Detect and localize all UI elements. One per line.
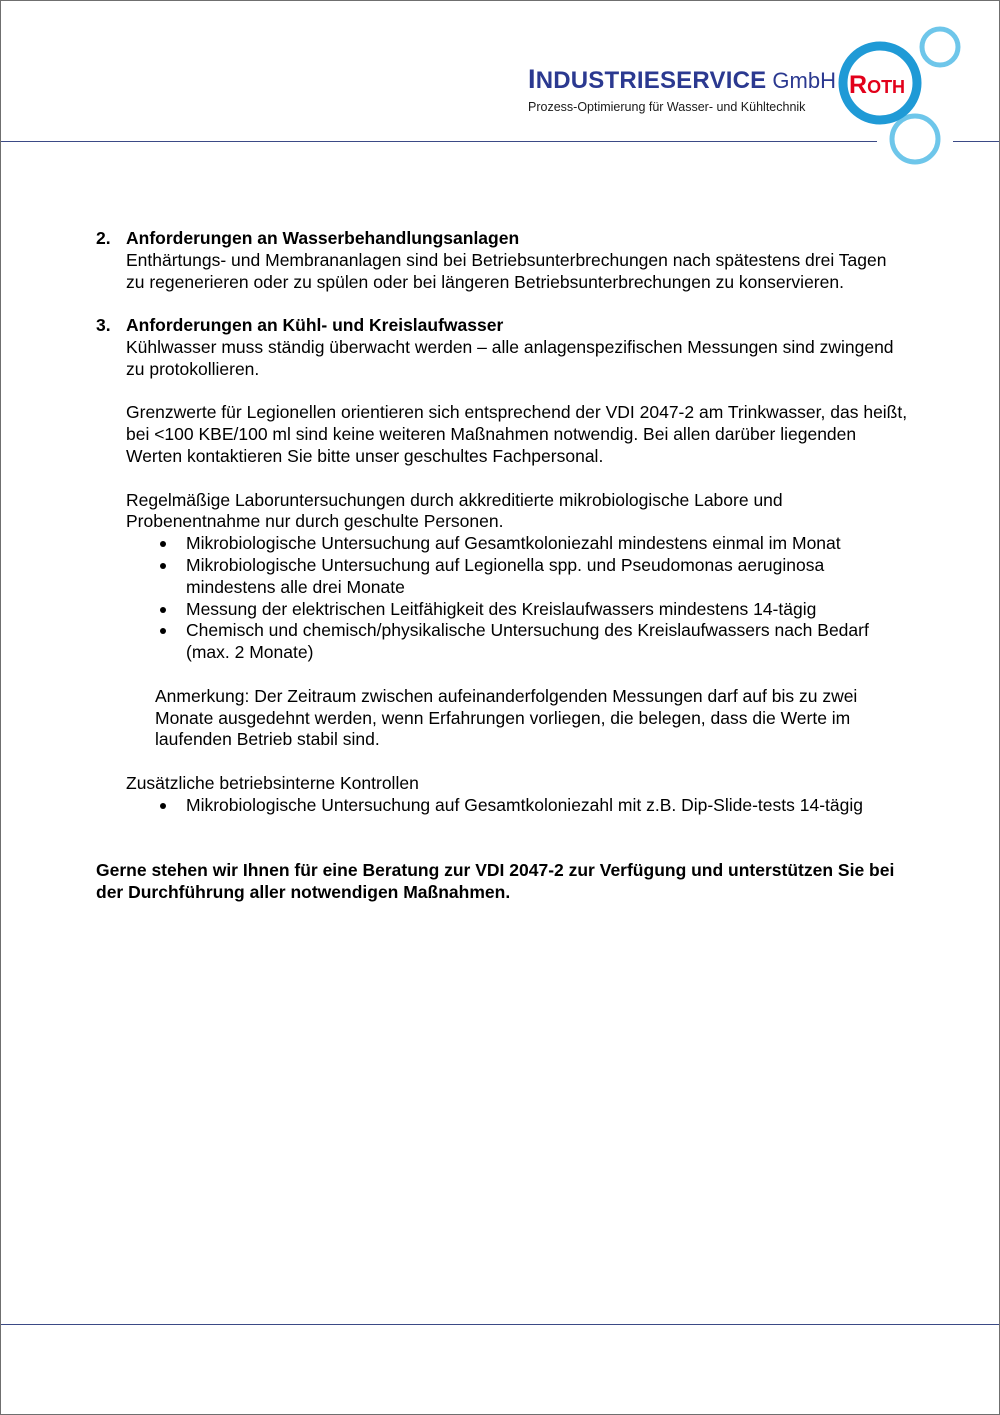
text-line: laufenden Betrieb stabil sind.: [155, 729, 380, 750]
closing-statement: [96, 860, 966, 904]
section-2-text: [126, 250, 966, 294]
list-item: Chemisch und chemisch/physikalische Untersuchung des Kreislaufwassers nach Bedarf (max. 2 Monate): [126, 620, 966, 664]
bullet-icon: [160, 541, 166, 547]
lab-paragraph: [126, 490, 966, 534]
text-line: Monate ausgedehnt werden, wenn Erfahrungen vorliegen, die belegen, dass die Werte im: [155, 707, 851, 728]
list-item: Messung der elektrischen Leitfähigkeit des Kreislaufwassers mindestens 14-tägig: [126, 599, 966, 621]
text-line: Werten kontaktieren Sie bitte unser geschultes Fachpersonal.: [126, 445, 604, 466]
section-number: 2.: [96, 228, 111, 248]
logo-brand-initial: R: [849, 71, 868, 99]
section-title: Anforderungen an Wasserbehandlungsanlagen: [126, 228, 520, 248]
legionella-paragraph: [126, 402, 966, 467]
list-item: Mikrobiologische Untersuchung auf Gesamtkoloniezahl mindestens einmal im Monat: [126, 533, 966, 555]
section-heading-3: [96, 315, 966, 337]
header-rule-right: [953, 141, 999, 142]
text-line: Gerne stehen wir Ihnen für eine Beratung zur VDI 2047-2 zur Verfügung und unterstützen Sie bei: [96, 860, 895, 881]
text-line: zu protokollieren.: [126, 358, 260, 379]
document-body: [96, 228, 966, 904]
logo-small-circle-bottom: [892, 116, 938, 162]
logo-brand-rest: OTH: [867, 77, 906, 97]
section-title: Anforderungen an Kühl- und Kreislaufwasser: [126, 315, 504, 336]
bullet-icon: [160, 803, 166, 809]
text-line: der Durchführung aller notwendigen Maßnahmen.: [96, 881, 511, 902]
section-number: 3.: [96, 315, 111, 336]
company-name: INDUSTRIESERVICE GmbH: [528, 64, 836, 94]
extra-heading: Zusätzliche betriebsinterne Kontrollen: [126, 772, 419, 793]
footer-rule: [1, 1324, 999, 1325]
text-line: Grenzwerte für Legionellen orientieren sich entsprechend der VDI 2047-2 am Trinkwasser, das heißt,: [126, 402, 908, 423]
logo-small-circle-top: [922, 29, 958, 65]
list-item: Mikrobiologische Untersuchung auf Gesamtkoloniezahl mit z.B. Dip-Slide-tests 14-tägig: [126, 795, 966, 817]
roth-logo: [830, 18, 970, 168]
lab-tests-list: [126, 533, 966, 664]
text-line: Probenentnahme nur durch geschulte Personen.: [126, 511, 504, 532]
bullet-icon: [160, 628, 166, 634]
text-line: Anmerkung: Der Zeitraum zwischen aufeinanderfolgenden Messungen darf auf bis zu zwei: [155, 685, 858, 706]
bullet-icon: [160, 607, 166, 613]
text-line: Enthärtungs- und Membrananlagen sind bei Betriebsunterbrechungen nach spätestens drei Tagen: [126, 249, 887, 270]
section-3-intro: [126, 337, 966, 381]
bullet-icon: [160, 563, 166, 569]
company-tagline: Prozess-Optimierung für Wasser- und Kühltechnik: [528, 100, 806, 114]
list-item: Mikrobiologische Untersuchung auf Legionella spp. und Pseudomonas aeruginosa mindestens alle drei Monate: [126, 555, 966, 599]
text-line: bei <100 KBE/100 ml sind keine weiteren Maßnahmen notwendig. Bei allen darüber liegenden: [126, 424, 857, 445]
text-line: Regelmäßige Laboruntersuchungen durch akkreditierte mikrobiologische Labore und: [126, 489, 783, 510]
text-line: zu regenerieren oder zu spülen oder bei längeren Betriebsunterbrechungen zu konservieren.: [126, 271, 844, 292]
section-heading-2: [96, 228, 966, 250]
header-rule-left: [1, 141, 877, 142]
text-line: Kühlwasser muss ständig überwacht werden – alle anlagenspezifischen Messungen sind zwingend: [126, 336, 894, 357]
note-paragraph: [155, 686, 966, 751]
extra-controls-list: [126, 795, 966, 817]
